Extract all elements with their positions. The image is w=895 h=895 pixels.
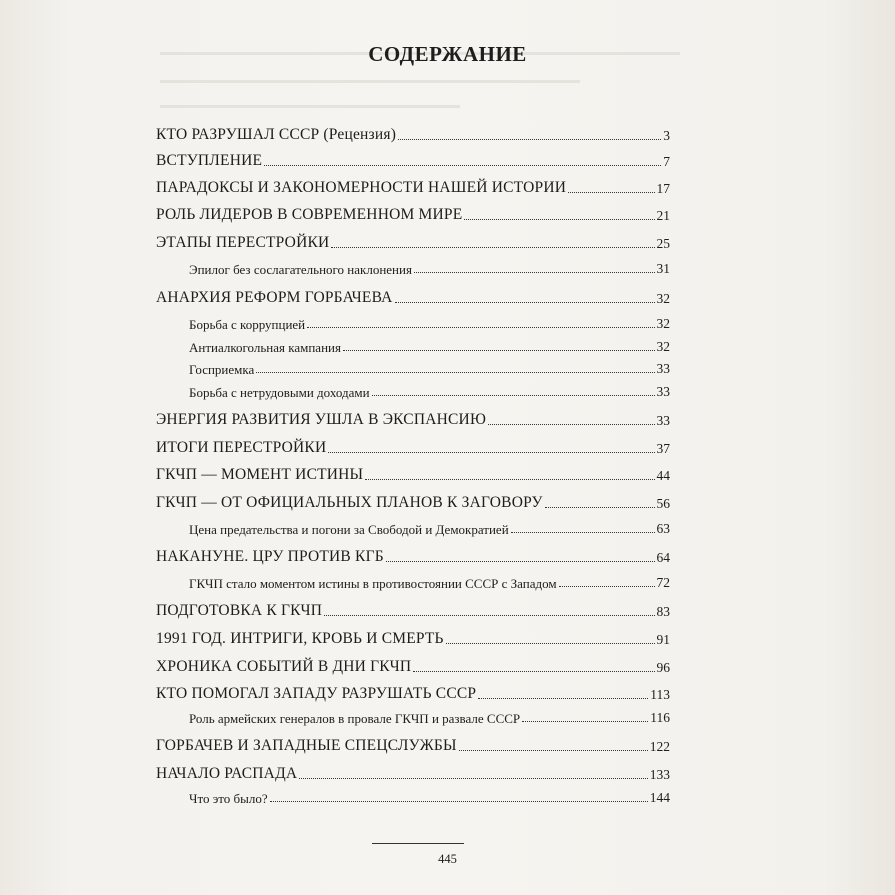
toc-entry — [156, 495, 670, 511]
toc-entry — [156, 207, 670, 223]
toc-entry-page: 64 — [656, 550, 670, 565]
toc-entry — [156, 549, 670, 565]
toc-entry — [156, 738, 670, 754]
dot-leader — [545, 506, 655, 508]
toc-entry-page: 113 — [650, 687, 670, 702]
toc-entry-page: 96 — [656, 660, 670, 675]
toc-entry — [156, 467, 670, 483]
toc-entry-title: ГКЧП — ОТ ОФИЦИАЛЬНЫХ ПЛАНОВ К ЗАГОВОРУ — [156, 494, 543, 511]
toc-entry — [189, 791, 670, 805]
toc-entry-title: Борьба с коррупцией — [189, 316, 306, 332]
page-number: 445 — [438, 852, 457, 866]
toc-entry-page: 33 — [656, 361, 670, 376]
toc-entry-title: Роль армейских генералов в провале ГКЧП и развале СССР — [189, 710, 521, 726]
dot-leader — [464, 218, 654, 220]
dot-leader — [328, 451, 654, 453]
dot-leader — [511, 531, 655, 533]
toc-entry-page: 25 — [656, 236, 670, 251]
toc-entry-page: 32 — [656, 291, 670, 306]
toc-entry — [156, 686, 670, 702]
toc-entry-title: ИТОГИ ПЕРЕСТРОЙКИ — [156, 439, 327, 456]
toc-entry — [156, 180, 670, 196]
dot-leader — [264, 164, 661, 166]
toc-entry-page: 3 — [663, 128, 670, 143]
toc-entry-title: ГКЧП — МОМЕНТ ИСТИНЫ — [156, 466, 364, 483]
toc-entry-page: 21 — [656, 208, 670, 223]
page-title: СОДЕРЖАНИЕ — [368, 42, 527, 66]
dot-leader — [331, 246, 654, 248]
toc-entry-title: Борьба с нетрудовыми доходами — [189, 384, 370, 400]
toc-entry — [156, 153, 670, 169]
toc-entry-title: ЭНЕРГИЯ РАЗВИТИЯ УШЛА В ЭКСПАНСИЮ — [156, 411, 487, 428]
toc-entry-title: АНАРХИЯ РЕФОРМ ГОРБАЧЕВА — [156, 289, 393, 306]
dot-leader — [478, 697, 648, 699]
toc-entry-page: 133 — [649, 767, 670, 782]
dot-leader — [446, 642, 655, 644]
toc-entry — [189, 711, 670, 725]
toc-entry — [156, 290, 670, 306]
footer-rule — [372, 843, 464, 844]
toc-entry-page: 72 — [656, 575, 670, 590]
toc-entry-title: ВСТУПЛЕНИЕ — [156, 152, 263, 169]
toc-entry — [156, 659, 670, 675]
dot-leader — [488, 423, 654, 425]
dot-leader — [559, 585, 655, 587]
toc-entry-title: ПОДГОТОВКА К ГКЧП — [156, 602, 323, 619]
toc-entry-title: Цена предательства и погони за Свободой и Демократией — [189, 521, 509, 537]
dot-leader — [256, 371, 654, 373]
toc-entry-title: Эпилог без сослагательного наклонения — [189, 261, 412, 277]
dot-leader — [414, 271, 655, 273]
toc-entry-title: РОЛЬ ЛИДЕРОВ В СОВРЕМЕННОМ МИРЕ — [156, 206, 463, 223]
toc-entry — [156, 766, 670, 782]
dot-leader — [398, 138, 661, 140]
toc-entry-title: ХРОНИКА СОБЫТИЙ В ДНИ ГКЧП — [156, 658, 412, 675]
toc-entry — [189, 262, 670, 276]
toc-entry-page: 37 — [656, 441, 670, 456]
dot-leader — [459, 749, 648, 751]
toc-entry-title: КТО ПОМОГАЛ ЗАПАДУ РАЗРУШАТЬ СССР — [156, 685, 477, 702]
toc-entry-page: 56 — [656, 496, 670, 511]
toc-entry-title: Что это было? — [189, 790, 268, 806]
toc-entry-page: 83 — [656, 604, 670, 619]
toc-entry-title: НАЧАЛО РАСПАДА — [156, 765, 298, 782]
toc-entry-page: 91 — [656, 632, 670, 647]
toc-entry — [189, 576, 670, 590]
toc-entry-title: 1991 ГОД. ИНТРИГИ, КРОВЬ И СМЕРТЬ — [156, 630, 444, 647]
toc-entry-page: 33 — [656, 384, 670, 399]
toc-entry-title: КТО РАЗРУШАЛ СССР (Рецензия) — [156, 126, 397, 143]
dot-leader — [372, 394, 655, 396]
dot-leader — [365, 478, 654, 480]
dot-leader — [299, 777, 648, 779]
toc-entry — [189, 340, 670, 354]
toc-entry-page: 31 — [656, 261, 670, 276]
toc-entry — [156, 412, 670, 428]
dot-leader — [386, 560, 655, 562]
toc-entry — [156, 235, 670, 251]
toc-entry-page: 7 — [663, 154, 670, 169]
toc-entry-page: 32 — [656, 316, 670, 331]
toc-entry-title: Антиалкогольная кампания — [189, 339, 341, 355]
toc-entry-page: 116 — [650, 710, 670, 725]
dot-leader — [343, 349, 655, 351]
toc-entry-page: 63 — [656, 521, 670, 536]
dot-leader — [324, 614, 654, 616]
toc-entry — [156, 127, 670, 143]
toc-entry-page: 44 — [656, 468, 670, 483]
toc-entry-page: 17 — [656, 181, 670, 196]
toc-entry — [189, 317, 670, 331]
dot-leader — [395, 301, 655, 303]
toc-entry-title: Госприемка — [189, 361, 255, 377]
toc-entry — [189, 385, 670, 399]
dot-leader — [568, 191, 654, 193]
toc-entry — [189, 362, 670, 376]
dot-leader — [307, 326, 654, 328]
dot-leader — [413, 670, 654, 672]
toc-entry-page: 33 — [656, 413, 670, 428]
toc-entry-title: ГКЧП стало моментом истины в противостоянии СССР с Западом — [189, 575, 557, 591]
dot-leader — [270, 800, 648, 802]
dot-leader — [522, 720, 648, 722]
toc-entry-page: 144 — [649, 790, 670, 805]
toc-entry-title: ЭТАПЫ ПЕРЕСТРОЙКИ — [156, 234, 330, 251]
toc-entry-title: ГОРБАЧЕВ И ЗАПАДНЫЕ СПЕЦСЛУЖБЫ — [156, 737, 457, 754]
toc-entry-page: 122 — [649, 739, 670, 754]
toc-entry — [156, 631, 670, 647]
toc-entry-page: 32 — [656, 339, 670, 354]
toc-entry — [189, 522, 670, 536]
toc-entry — [156, 603, 670, 619]
toc-entry-title: НАКАНУНЕ. ЦРУ ПРОТИВ КГБ — [156, 548, 384, 565]
toc-entry — [156, 440, 670, 456]
toc-entry-title: ПАРАДОКСЫ И ЗАКОНОМЕРНОСТИ НАШЕЙ ИСТОРИИ — [156, 179, 567, 196]
